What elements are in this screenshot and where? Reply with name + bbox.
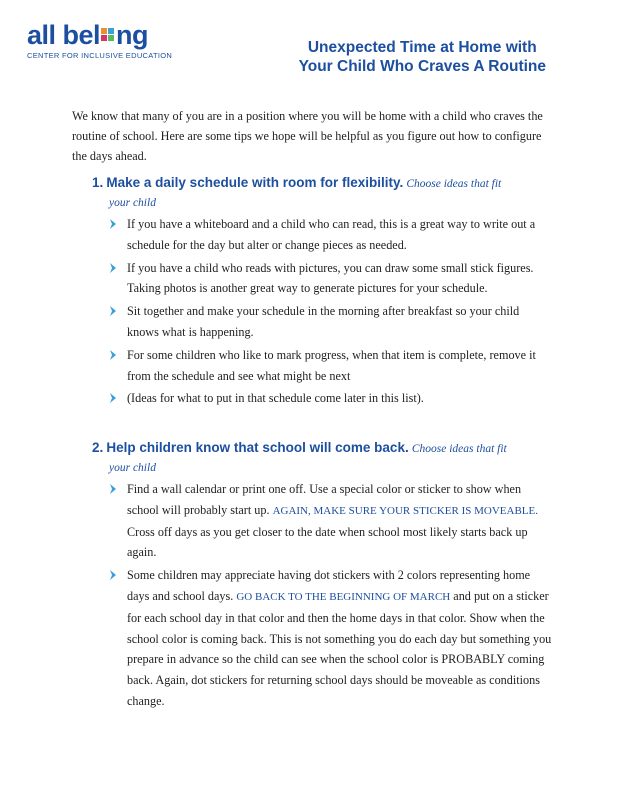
logo-wordmark xyxy=(27,20,177,50)
logo-puzzle-icon xyxy=(101,28,115,42)
section-title: Help children know that school will come back. xyxy=(106,440,409,455)
arrow-bullet-icon xyxy=(109,262,117,274)
section-2-list xyxy=(92,479,552,712)
intro-paragraph: We know that many of you are in a position where you will be home with a child who craves the routine of school. Here are some tips we hope will be helpful as you figure out how to configure the days ahead. xyxy=(72,109,543,163)
highlighted-text: AGAIN, MAKE SURE YOUR STICKER IS MOVEABLE. xyxy=(272,504,538,517)
list-item-text: Find a wall calendar or print one off. Use a special color or sticker to show when school will probably start up. xyxy=(127,482,522,517)
list-item-text: If you have a whiteboard and a child who can read, this is a great way to write out a schedule for the day but alter or change pieces as needed. xyxy=(127,217,536,252)
section-heading xyxy=(92,439,552,477)
logo-subtitle: CENTER FOR INCLUSIVE EDUCATION xyxy=(27,51,173,60)
list-item xyxy=(92,388,552,409)
section-hint: Choose ideas that fit xyxy=(406,178,502,190)
section-heading xyxy=(92,174,552,212)
section-hint-cont: your child xyxy=(109,462,156,474)
list-item-text: (Ideas for what to put in that schedule come later in this list). xyxy=(127,391,424,406)
arrow-bullet-icon xyxy=(109,392,117,404)
list-item xyxy=(92,345,552,387)
list-item xyxy=(92,214,552,256)
title-line-1: Unexpected Time at Home with xyxy=(307,39,537,56)
arrow-bullet-icon xyxy=(109,483,117,495)
section-number: 1. xyxy=(92,175,104,190)
title-line-2: Your Child Who Craves A Routine xyxy=(298,58,546,75)
list-item xyxy=(92,479,552,563)
list-item-text: Sit together and make your schedule in the morning after breakfast so your child knows what is happening. xyxy=(127,304,520,339)
arrow-bullet-icon xyxy=(109,305,117,317)
section-2 xyxy=(92,439,552,712)
arrow-bullet-icon xyxy=(109,349,117,361)
logo-text-start: all bel xyxy=(27,20,101,50)
list-item-text: Cross off days as you get closer to the date when school most likely starts back up again. xyxy=(127,524,528,560)
list-item-text: and put on a sticker for each school day in that color and then the home days in that color. Show when the school color is coming back. This is not something you do each day but something you prepare in advance so the child can see when the school color is PROBABLY coming back. Again, dot stickers for returning school days should be moveable as conditions change. xyxy=(127,588,552,708)
arrow-bullet-icon xyxy=(109,569,117,581)
section-title: Make a daily schedule with room for flexibility. xyxy=(106,175,404,190)
arrow-bullet-icon xyxy=(109,218,117,230)
list-item-text: For some children who like to mark progress, when that item is complete, remove it from the schedule and see what might be next xyxy=(127,347,536,383)
highlighted-text: GO BACK TO THE BEGINNING OF MARCH xyxy=(236,590,451,603)
logo-text-end: ng xyxy=(116,20,149,50)
section-hint: Choose ideas that fit xyxy=(411,443,507,455)
section-hint-cont: your child xyxy=(109,197,156,209)
list-item xyxy=(92,565,552,712)
list-item-text: Some children may appreciate having dot stickers with 2 colors representing home days and school days. xyxy=(127,568,531,603)
section-number: 2. xyxy=(92,440,104,455)
list-item xyxy=(92,301,552,343)
document-title xyxy=(299,38,546,76)
section-1-list xyxy=(92,214,552,409)
list-item xyxy=(92,258,552,300)
section-1 xyxy=(92,174,552,409)
list-item-text: If you have a child who reads with pictures, you can draw some small stick figures. Taking photos is another great way to generate pictures for your schedule. xyxy=(127,260,534,296)
all-belong-logo xyxy=(27,20,177,60)
